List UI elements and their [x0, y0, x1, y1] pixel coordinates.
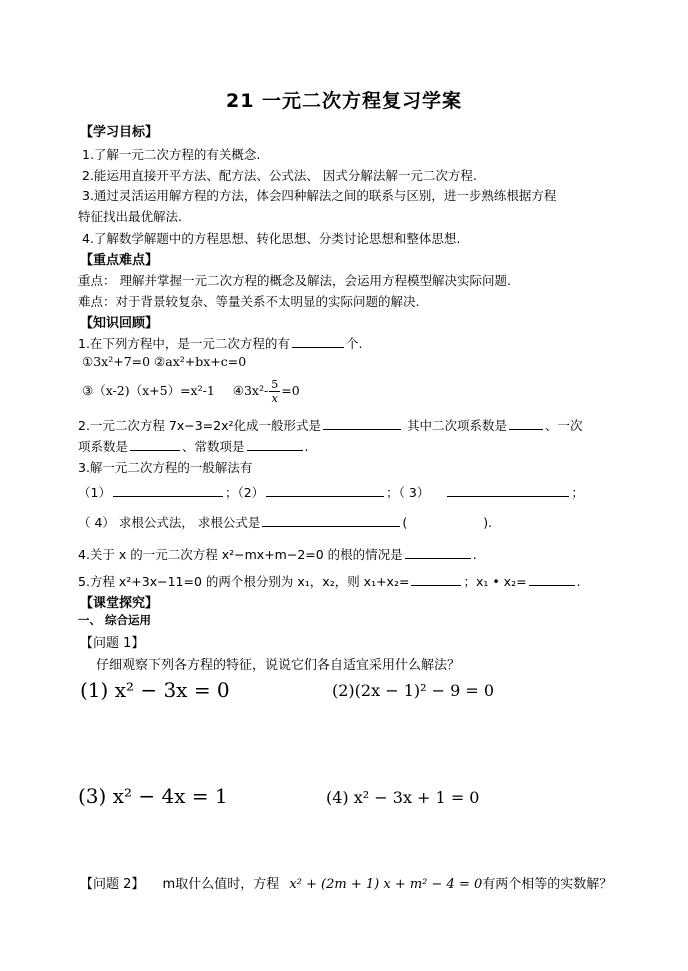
section-review: 【知识回顾】: [80, 316, 159, 331]
problem-1-label: 【问题 1】: [80, 636, 145, 651]
q1-option-4-a: ④3x²-: [232, 383, 269, 398]
review-q2-line1: [78, 416, 583, 434]
review-q3: 3.解一元二次方程的一般解法有: [78, 460, 253, 475]
q1-option-4-b: =0: [281, 383, 300, 398]
q3-method-2: ；（2）: [224, 485, 265, 500]
review-q5: [78, 572, 581, 590]
problem-1-text: 仔细观察下列各方程的特征，说说它们各自适宜采用什么解法？: [96, 658, 461, 673]
review-q4-text: 4.关于 x 的一元二次方程 x²−mx+m−2=0 的根的情况是: [78, 547, 403, 562]
q3-paren-right: ).: [483, 515, 493, 530]
review-q1-tail: 个.: [345, 336, 363, 351]
q3-paren-left: (: [402, 515, 408, 530]
q1-blank[interactable]: [292, 335, 344, 348]
q2-linear-coef-blank[interactable]: [130, 438, 180, 451]
review-q2-end: .: [304, 439, 309, 454]
difficult-point: 难点：对于背景较复杂、等量关系不太明显的实际问题的解决.: [78, 294, 420, 309]
review-q3-methods: [78, 483, 584, 501]
review-q4-end: .: [472, 547, 477, 562]
review-q2-linear-coef: 项系数是: [78, 439, 129, 454]
q5-product-blank[interactable]: [529, 573, 575, 586]
review-q5-text: 5.方程 x²+3x−11=0 的两个根分别为 x₁，x₂，则 x₁+x₂=: [78, 574, 410, 589]
q5-sum-blank[interactable]: [411, 573, 461, 586]
problem-2-question: 有两个相等的实数解？: [482, 877, 613, 892]
q1-option-3: ③（x-2)（x+5）=x²-1: [82, 383, 215, 398]
problem-2-text: m取什么值时，方程: [162, 877, 280, 892]
goal-4: 4.了解数学解题中的方程思想、转化思想、分类讨论思想和整体思想.: [82, 231, 461, 246]
equation-4: (4) x² − 3x + 1 = 0: [326, 788, 480, 807]
q3-method-3: ；（ 3）: [386, 485, 430, 500]
q2-quad-coef-blank[interactable]: [509, 417, 543, 430]
q2-general-form-blank[interactable]: [323, 417, 401, 430]
problem-2: [80, 873, 612, 892]
review-q1-options-b: [82, 378, 300, 405]
q4-blank[interactable]: [405, 546, 471, 559]
review-q4: [78, 545, 477, 563]
review-q1-text: 1.在下列方程中，是一元二次方程的有: [78, 336, 290, 351]
section-goals: 【学习目标】: [80, 125, 159, 140]
goal-1: 1.了解一元二次方程的有关概念.: [82, 147, 261, 162]
fraction-denominator: x: [271, 392, 278, 405]
q1-option-4-fraction: [269, 378, 280, 405]
review-q2-linear: 、一次: [545, 418, 583, 433]
goal-2: 2.能运用直接开平方法、配方法、公式法、 因式分解法解一元二次方程.: [82, 168, 477, 183]
review-q2-const: 、常数项是: [182, 439, 245, 454]
explore-subheading: 一、 综合运用: [78, 613, 152, 627]
section-explore: 【课堂探究】: [80, 596, 159, 611]
q3-formula-blank[interactable]: [262, 514, 400, 527]
key-point: 重点： 理解并掌握一元二次方程的概念及解法，会运用方程模型解决实际问题.: [78, 273, 511, 288]
review-q2-line2: [78, 437, 309, 455]
equation-3: (3) x² − 4x = 1: [78, 784, 228, 808]
q3-method-3-end: ；: [571, 485, 584, 500]
problem-2-label: 【问题 2】: [80, 877, 145, 892]
review-q3-formula: [78, 513, 492, 531]
q3-method-1-blank[interactable]: [113, 484, 223, 497]
goal-3-cont: 特征找出最优解法.: [78, 209, 182, 224]
section-difficulties: 【重点难点】: [80, 253, 159, 268]
q3-method-2-blank[interactable]: [266, 484, 384, 497]
review-q5-product: ；x₁ • x₂=: [463, 574, 527, 589]
q3-method-3-blank[interactable]: [447, 484, 569, 497]
page-title: 21 一元二次方程复习学案: [225, 90, 463, 112]
goal-3: 3.通过灵活运用解方程的方法，体会四种解法之间的联系与区别，进一步熟练根据方程: [82, 188, 557, 203]
q1-option-4: [232, 378, 300, 405]
equation-2: (2)(2x − 1)² − 9 = 0: [332, 681, 495, 700]
equation-1: (1) x² − 3x = 0: [80, 678, 230, 702]
q3-method-4: （ 4） 求根公式法， 求根公式是: [78, 515, 261, 530]
q2-const-blank[interactable]: [247, 438, 303, 451]
review-q1: [78, 334, 362, 352]
problem-2-equation: x² + (2m + 1) x + m² − 4 = 0: [289, 877, 483, 892]
review-q1-options-a: ①3x²+7=0 ②ax²+bx+c=0: [82, 354, 247, 369]
review-q5-end: .: [576, 574, 581, 589]
q3-method-1: （1）: [78, 485, 111, 500]
fraction-numerator: 5: [271, 378, 279, 391]
review-q2-quad: 其中二次项系数是: [407, 418, 508, 433]
review-q2-text: 2.一元二次方程 7x−3=2x²化成一般形式是: [78, 418, 322, 433]
